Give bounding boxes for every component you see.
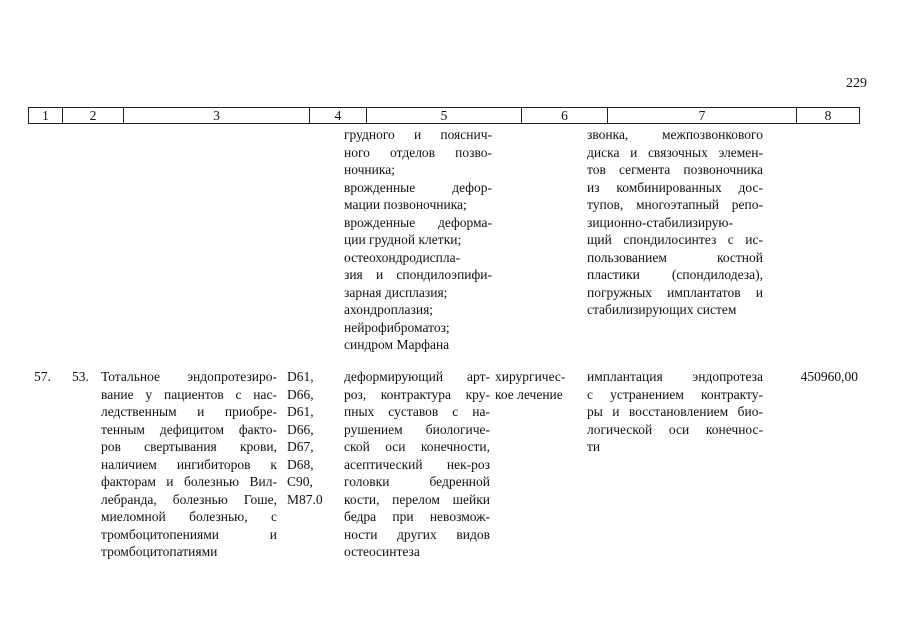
text-line: синдром Марфана: [344, 337, 450, 352]
text-line: логической оси конечнос-: [587, 421, 763, 437]
text-line: D61,: [287, 369, 314, 384]
text-line: ти: [587, 439, 601, 454]
text-line: ры и восстановлением био-: [587, 404, 763, 419]
text-line: врожденные деформа-: [344, 214, 492, 230]
text-line: зиционно-стабилизирую-: [587, 214, 734, 230]
text-line: деформирующий арт-: [344, 369, 490, 384]
text-line: с устранением контракту-: [587, 386, 763, 402]
text-line: роз, контрактура кру-: [344, 386, 490, 402]
text-line: диска и связочных элемен-: [587, 144, 763, 160]
row-subnumber: 53.: [72, 369, 89, 384]
text-line: пластики (спондилодеза),: [587, 267, 763, 282]
text-line: пользованием костной: [587, 249, 763, 265]
text-line: ности других видов: [344, 526, 490, 542]
text-line: бедра при невозмож-: [344, 509, 490, 524]
text-line: наличием ингибиторов к: [101, 456, 277, 472]
text-line: остеохондродиспла-: [344, 249, 461, 265]
text-line: пных суставов с на-: [344, 404, 490, 419]
row-col6-treatment: [495, 368, 577, 403]
row-col8-cost: 450960,00: [800, 369, 858, 384]
text-line: миеломной болезнью, с: [101, 509, 277, 524]
text-line: звонка, межпозвонкового: [587, 127, 763, 142]
header-col-4: 4: [310, 108, 367, 123]
row-col5-model: [344, 368, 490, 561]
text-line: ции грудной клетки;: [344, 232, 462, 247]
text-line: кое лечение: [495, 386, 563, 402]
text-line: тромбоцитопатиями: [101, 544, 218, 559]
text-line: лебранда, болезнью Гоше,: [101, 491, 277, 507]
text-line: остеосинтеза: [344, 544, 420, 559]
continuation-col7: [587, 126, 763, 319]
text-line: из комбинированных дос-: [587, 179, 763, 195]
text-line: зарная дисплазия;: [344, 284, 448, 300]
text-line: D68,: [287, 456, 314, 472]
text-line: тупов, многоэтапный репо-: [587, 197, 763, 212]
text-line: имплантация эндопротеза: [587, 369, 763, 384]
text-line: ночника;: [344, 162, 395, 177]
text-line: рушением биологиче-: [344, 421, 490, 437]
header-col-8: 8: [824, 108, 832, 123]
row-number: 57.: [34, 369, 51, 384]
text-line: C90,: [287, 474, 313, 489]
text-line: D67,: [287, 439, 314, 454]
text-line: ледственным и приобре-: [101, 404, 277, 419]
row-col3-description: [101, 368, 277, 561]
text-line: тромбоцитопениями и: [101, 526, 277, 542]
text-line: D66,: [287, 386, 314, 402]
header-col-6: 6: [522, 108, 608, 123]
row-col4-codes: [287, 368, 335, 508]
continuation-col5: [344, 126, 492, 354]
text-line: кости, перелом шейки: [344, 491, 490, 507]
text-line: погружных имплантатов и: [587, 284, 763, 300]
header-col-7: 7: [608, 108, 797, 123]
row-col7-method: [587, 368, 763, 456]
text-line: нейрофиброматоз;: [344, 319, 450, 335]
header-col-3: 3: [124, 108, 310, 123]
header-col-1: 1: [29, 108, 63, 123]
text-line: врожденные дефор-: [344, 179, 492, 195]
text-line: тенным дефицитом факто-: [101, 421, 277, 437]
text-line: D66,: [287, 421, 314, 437]
table-header-row: [28, 107, 860, 124]
text-line: хирургичес-: [495, 369, 566, 384]
text-line: Тотальное эндопротезиро-: [101, 369, 277, 384]
text-line: стабилизирующих систем: [587, 302, 737, 317]
text-line: асептический нек-роз: [344, 456, 490, 472]
header-col-2: 2: [63, 108, 124, 123]
text-line: M87.0: [287, 491, 323, 507]
text-line: головки бедренной: [344, 474, 490, 489]
text-line: факторам и болезнью Вил-: [101, 474, 277, 489]
text-line: тов сегмента позвоночника: [587, 162, 763, 177]
text-line: ской оси конечности,: [344, 439, 490, 454]
text-line: ров свертывания крови,: [101, 439, 277, 454]
text-line: щий спондилосинтез с ис-: [587, 232, 763, 247]
text-line: мации позвоночника;: [344, 197, 467, 212]
text-line: D61,: [287, 404, 314, 419]
text-line: зия и спондилоэпифи-: [344, 267, 492, 282]
text-line: вание у пациентов с нас-: [101, 386, 277, 402]
page-number: 229: [846, 76, 867, 91]
text-line: грудного и пояснич-: [344, 127, 492, 142]
text-line: ахондроплазия;: [344, 302, 434, 317]
header-col-5: 5: [367, 108, 522, 123]
text-line: ного отделов позво-: [344, 144, 492, 160]
